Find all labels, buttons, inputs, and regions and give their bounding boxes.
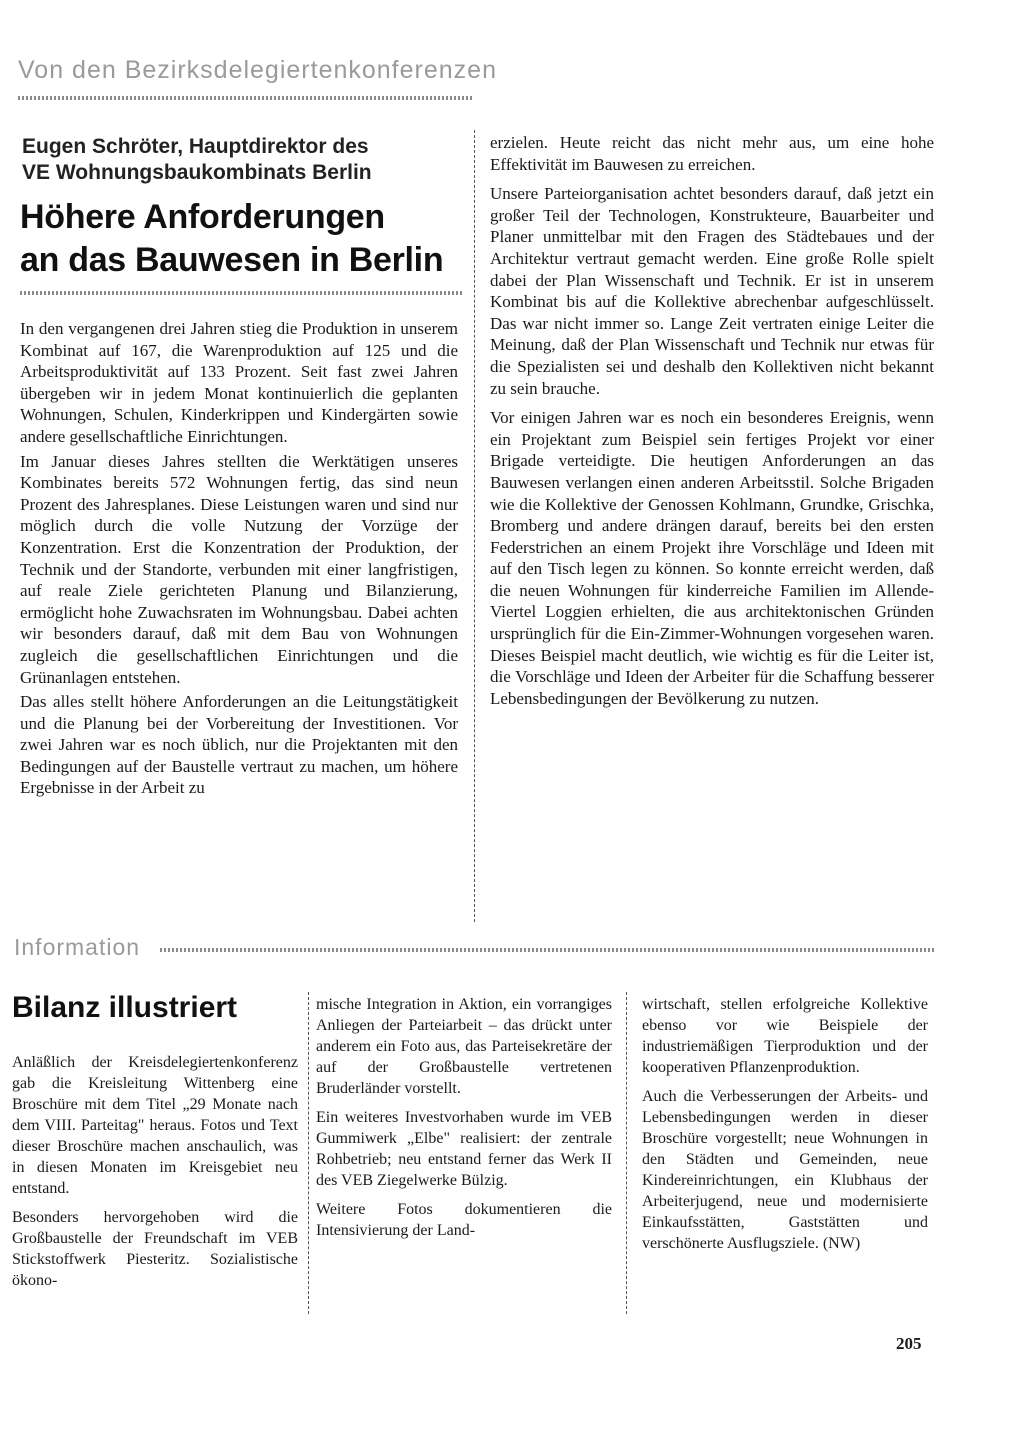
- info-column-2: [316, 994, 612, 1249]
- headline-rule: [20, 291, 462, 295]
- paragraph: Im Januar dieses Jahres stellten die Werktätigen unseres Kombinates bereits 572 Wohnungen fertig, das sind neun Prozent des Jahresplanes. Diese Leistungen waren und sind nur möglich durch die volle Nutzung der Vorzüge der Konzentration. Erst die Konzentration der Produktion, der Technik und der Standorte, verbunden mit einer langfristigen, auf reale Ziele gerichteten Planung und Bilanzierung, ermöglicht hohe Zuwachsraten im Wohnungsbau. Dabei achten wir besonders darauf, daß mit dem Bau von Wohnungen zugleich die gesellschaftlichen Einrichtungen und die Grünanlagen entstehen.: [20, 451, 458, 687]
- headline-line-1: Höhere Anforderungen: [20, 198, 385, 236]
- paragraph: In den vergangenen drei Jahren stieg die Produktion in unserem Kombinat auf 167, die Warenproduktion auf 125 und die Arbeitsproduktivität auf 133 Prozent. Seit fast zwei Jahren übergeben wir in jedem Monat kontinuierlich die geplanten Wohnungen, Schulen, Kinderkrippen und Kindergärten sowie andere gesellschaftliche Einrichtungen.: [20, 319, 458, 446]
- paragraph: erzielen. Heute reicht das nicht mehr aus, um eine hohe Effektivität im Bauwesen zu erreichen.: [490, 133, 934, 174]
- paragraph: Weitere Fotos dokumentieren die Intensivierung der Land-: [316, 1201, 612, 1239]
- author-line-1: Eugen Schröter, Hauptdirektor des: [22, 135, 369, 158]
- info-column-1: [12, 1052, 298, 1299]
- paragraph: Das alles stellt höhere Anforderungen an die Leitungstätigkeit und die Planung bei der Vorbereitung der Investitionen. Vor zwei Jahren war es noch üblich, nur die Projektanten mit den Bedingungen auf der Baustelle vertraut zu machen, um höhere Ergebnisse in der Arbeit zu: [20, 692, 458, 798]
- info-heading: Information: [14, 934, 141, 960]
- article-headline: [20, 196, 470, 282]
- paragraph: Besonders hervorgehoben wird die Großbaustelle der Freundschaft im VEB Stickstoffwerk Piesteritz. Sozialistische ökono-: [12, 1209, 298, 1289]
- paragraph: Vor einigen Jahren war es noch ein besonderes Ereignis, wenn ein Projektant zum Beispiel sein fertiges Projekt vor einer Brigade verteidigte. Die heutigen Anforderungen an das Bauwesen verlangen einen anderen Arbeitsstil. Solche Brigaden wie die Kollektive der Genossen Kohlmann, Grundke, Grischka, Bromberg und andere drängen darauf, bereits bei den ersten Federstrichen an einem Projekt ihre Vorschläge und Ideen mit auf den Tisch legen zu können. So konnte erreicht werden, daß die neuen Wohnungen für kinderreiche Familien im Allende-Viertel Loggien erhielten, die aus architektonischen Gründen ursprünglich für die Ein-Zimmer-Wohnungen vorgesehen waren. Dieses Beispiel macht deutlich, wie wichtig es für die Leiter ist, die Vorschläge und Ideen der Arbeiter für die Schaffung besserer Lebensbedingungen der Bevölkerung zu nutzen.: [490, 408, 934, 708]
- info-divider-2: [626, 992, 627, 1314]
- article-author: [22, 134, 462, 186]
- page-number: 205: [896, 1334, 922, 1353]
- info-column-3: [642, 994, 928, 1262]
- paragraph: wirtschaft, stellen erfolgreiche Kollektive ebenso vor wie Beispiele der industriemäßigen Tierproduktion und der kooperativen Pflanzenproduktion.: [642, 996, 928, 1076]
- article-column-right: [490, 132, 934, 717]
- paragraph: mische Integration in Aktion, ein vorrangiges Anliegen der Parteiarbeit – das drückt unter anderem ein Foto aus, das Parteisekretäre der auf der Großbaustelle vertretenen Bruderländer vorstellt.: [316, 996, 612, 1097]
- column-divider: [474, 130, 475, 922]
- section-heading: Von den Bezirksdelegiertenkonferenzen: [18, 56, 497, 84]
- author-line-2: VE Wohnungsbaukombinats Berlin: [22, 161, 372, 184]
- headline-line-2: an das Bauwesen in Berlin: [20, 241, 444, 279]
- info-title: Bilanz illustriert: [12, 991, 238, 1024]
- info-rule: [160, 948, 934, 952]
- paragraph: Anläßlich der Kreisdelegiertenkonferenz gab die Kreisleitung Wittenberg eine Broschüre mit dem Titel „29 Monate nach dem VIII. Parteitag" heraus. Fotos und Text dieser Broschüre machen anschaulich, was in diesen Monaten im Kreisgebiet neu entstand.: [12, 1054, 298, 1197]
- info-divider-1: [308, 992, 309, 1314]
- paragraph: Unsere Parteiorganisation achtet besonders darauf, daß jetzt ein großer Teil der Technologen, Konstrukteure, Bauarbeiter und Planer unmittelbar mit den Fragen des Städtebaues und der Architektur vertraut gemacht werden. Eine große Rolle spielt dabei der Plan Wissenschaft und Technik. Er ist in unserem Kombinat bis auf die Kollektive abrechenbar aufgeschlüsselt. Das war nicht immer so. Lange Zeit vertraten einige Leiter die Meinung, daß der Plan Wissenschaft und Technik nur etwas für die Spezialisten sei und deshalb den Kollektiven nicht bekannt zu sein brauche.: [490, 184, 934, 398]
- paragraph: Auch die Verbesserungen der Arbeits- und Lebensbedingungen werden in dieser Broschüre vorgestellt; neue Wohnungen in den Städten und Gemeinden, neue Kindereinrichtungen, ein Klubhaus der Arbeiterjugend, neue und modernisierte Einkaufsstätten, Gaststätten und verschönerte Ausflugsziele. (NW): [642, 1088, 928, 1252]
- article-column-left: [20, 318, 458, 802]
- section-rule: [18, 96, 474, 100]
- paragraph: Ein weiteres Investvorhaben wurde im VEB Gummiwerk „Elbe" realisiert: der zentrale Rohbetrieb; neu entstand ferner das Werk II des VEB Ziegelwerke Bülzig.: [316, 1109, 612, 1189]
